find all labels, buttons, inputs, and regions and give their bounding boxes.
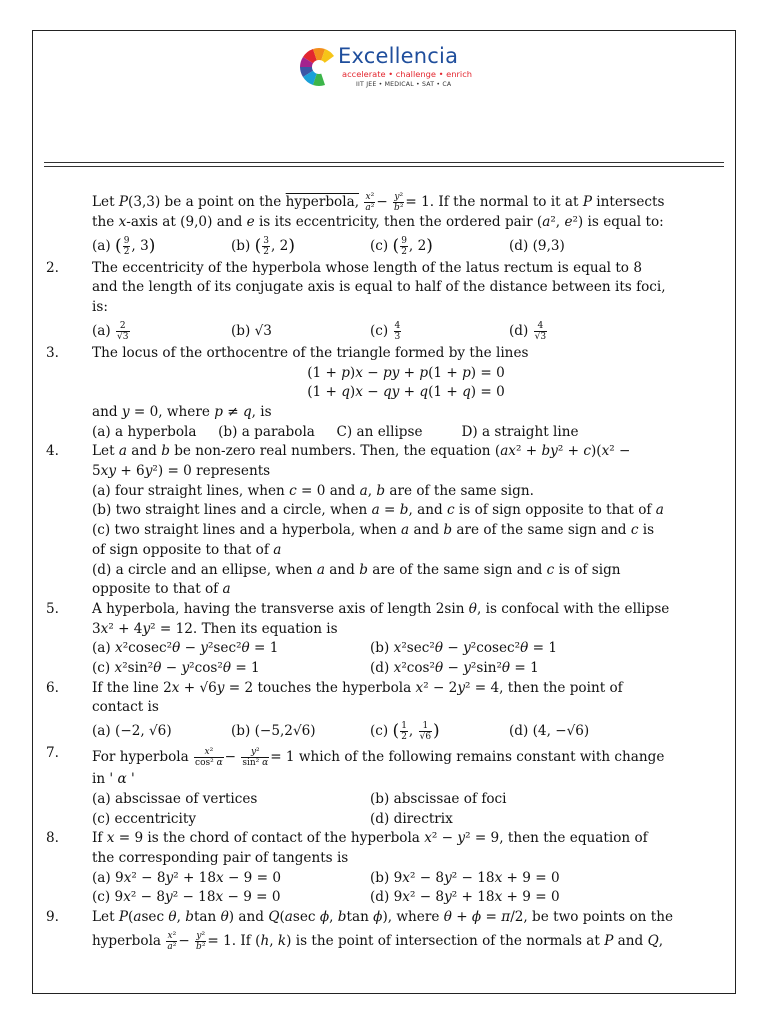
logo-subtitle: IIT JEE • MEDICAL • SAT • CA [356, 81, 452, 88]
question-text-line: is: [92, 299, 108, 316]
options-row [92, 639, 720, 659]
options-row [92, 810, 720, 830]
options-row [92, 888, 720, 908]
option-d-cont: opposite to that of a [92, 581, 231, 598]
equation-line: (1 + q)x − qy + q(1 + q) = 0 [307, 384, 505, 401]
question-3 [46, 344, 720, 443]
question-text-line: the x-axis at (9,0) and e is its eccentricity, then the ordered pair (a², e²) is equal to: [92, 214, 664, 230]
option-d[interactable]: D) a straight line [461, 423, 579, 440]
question-text-line: A hyperbola, having the transverse axis of length 2sin θ, is confocal with the ellipse [92, 600, 670, 617]
option-b[interactable]: (b) ( $\frac{3}{2}$ , 2) [231, 235, 295, 257]
excellencia-logo [298, 44, 474, 92]
question-5 [46, 600, 720, 679]
question-6 [46, 679, 720, 744]
options-row [92, 659, 720, 679]
question-text-line: Let P(asec θ, btan θ) and Q(asec ϕ, btan ϕ), where θ + ϕ = π/2, be two points on the [92, 909, 674, 926]
option-b[interactable]: (b) √3 [231, 322, 272, 339]
option-a[interactable]: (a) four straight lines, when c = 0 and a, b are of the same sign. [92, 482, 534, 499]
option-c[interactable]: (c) eccentricity [92, 810, 197, 827]
option-c[interactable]: (c) $\frac{4}{3}$ [370, 320, 401, 342]
equation-line: (1 + p)x − py + p(1 + p) = 0 [307, 364, 505, 381]
question-number: 9. [46, 909, 59, 926]
option-d[interactable]: (d) 9x² − 8y² + 18x + 9 = 0 [370, 889, 560, 906]
option-b[interactable]: (b) abscissae of foci [370, 790, 507, 807]
question-text-line: 5xy + 6y²) = 0 represents [92, 463, 271, 480]
option-c[interactable]: (c) ( $\frac{1}{2}$ , $\frac{1}{√6}$ ) [370, 721, 440, 743]
option-b[interactable]: (b) 9x² − 8y² − 18x + 9 = 0 [370, 869, 560, 886]
option-c-cont: of sign opposite to that of a [92, 541, 282, 558]
option-d[interactable]: (d) $\frac{4}{√3}$ [509, 320, 547, 342]
option-d[interactable]: (d) a circle and an ellipse, when a and b are of the same sign and c is of sign [92, 561, 621, 578]
option-d[interactable]: (d) (9,3) [509, 237, 565, 254]
question-sheet [46, 192, 720, 954]
option-c[interactable]: (c) 9x² − 8y² − 18x − 9 = 0 [92, 889, 281, 906]
question-text-line: For hyperbola $\frac{\text{x²}}{\text{cos² α}}$ − $\frac{\text{y²}}{\text{sin² α}}$ = 1 which of the following remains constant with change [92, 747, 665, 769]
options-row [92, 423, 720, 443]
options-row [92, 318, 720, 344]
options-row [92, 869, 720, 889]
option-c[interactable]: (c) x²sin²θ − y²cos²θ = 1 [92, 660, 260, 677]
question-number: 3. [46, 344, 59, 361]
question-number: 8. [46, 830, 59, 847]
option-d[interactable]: (d) directrix [370, 810, 453, 827]
question-text-line: If the line 2x + √6y = 2 touches the hyperbola x² − 2y² = 4, then the point of [92, 679, 623, 696]
option-c[interactable]: C) an ellipse [336, 423, 423, 440]
question-7 [46, 744, 720, 829]
header-rule-bottom [44, 166, 724, 167]
option-d[interactable]: (d) x²cos²θ − y²sin²θ = 1 [370, 660, 539, 677]
question-9 [46, 908, 720, 954]
option-a[interactable]: (a) $\frac{2}{√3}$ [92, 320, 129, 342]
question-text-line: and y = 0, where p ≠ q, is [92, 403, 272, 420]
option-c[interactable]: (c) two straight lines and a hyperbola, when a and b are of the same sign and c is [92, 522, 655, 539]
question-text-line: the corresponding pair of tangents is [92, 849, 349, 866]
option-c[interactable]: (c) ( $\frac{9}{2}$ , 2) [370, 235, 433, 257]
question-text-line: The locus of the orthocentre of the triangle formed by the lines [92, 344, 529, 361]
option-b[interactable]: (b) (−5,2√6) [231, 723, 316, 740]
question-1 [46, 192, 720, 259]
question-number: 2. [46, 259, 59, 276]
options-row [92, 233, 720, 259]
option-a[interactable]: (a) x²cosec²θ − y²sec²θ = 1 [92, 640, 279, 657]
question-text-line: in ' α ' [92, 771, 135, 788]
question-4 [46, 442, 720, 600]
option-a[interactable]: (a) 9x² − 8y² + 18x − 9 = 0 [92, 869, 282, 886]
option-b[interactable]: (b) two straight lines and a circle, when a = b, and c is of sign opposite to that of a [92, 502, 664, 519]
question-text-line: If x = 9 is the chord of contact of the hyperbola x² − y² = 9, then the equation of [92, 830, 648, 847]
header-rule-top [44, 162, 724, 163]
question-text-line: Let a and b be non-zero real numbers. Then, the equation (ax² + by² + c)(x² − [92, 443, 631, 460]
logo-wordmark: Excellencia [338, 44, 459, 68]
question-number: 5. [46, 600, 59, 617]
question-8 [46, 829, 720, 908]
question-number: 6. [46, 679, 59, 696]
question-text-line: and the length of its conjugate axis is equal to half of the distance between its foci, [92, 279, 666, 296]
question-text-line: contact is [92, 699, 159, 716]
question-number: 4. [46, 443, 59, 460]
options-row [92, 790, 720, 810]
option-a[interactable]: (a) abscissae of vertices [92, 790, 258, 807]
option-a[interactable]: (a) ( $\frac{9}{2}$ , 3) [92, 235, 156, 257]
option-b[interactable]: (b) x²sec²θ − y²cosec²θ = 1 [370, 640, 557, 657]
logo-tagline: accelerate • challenge • enrich [342, 69, 473, 79]
option-b[interactable]: (b) a parabola [218, 423, 315, 440]
swirl-logo-icon [298, 46, 340, 88]
question-text-line: hyperbola $\frac{\text{x²}}{\text{a²}}$ − $\frac{\text{y²}}{\text{b²}}$ = 1. If (h, k) is the point of intersection of the normals at P and Q, [92, 930, 664, 952]
options-row [92, 718, 720, 744]
question-number: 7. [46, 745, 59, 762]
option-a[interactable]: (a) (−2, √6) [92, 723, 172, 740]
option-a[interactable]: (a) a hyperbola [92, 423, 197, 440]
option-d[interactable]: (d) (4, −√6) [509, 723, 590, 740]
question-2 [46, 259, 720, 344]
question-text-line: 3x² + 4y² = 12. Then its equation is [92, 620, 338, 637]
question-text-line: The eccentricity of the hyperbola whose length of the latus rectum is equal to 8 [92, 259, 642, 276]
question-text-line: Let P(3,3) be a point on the hyperbola, $\frac{\text{x²}}{\text{a²}}$ − $\frac{\text{y²}}{\text{b²}}$ = 1. If the normal to it at P intersects [92, 192, 665, 213]
